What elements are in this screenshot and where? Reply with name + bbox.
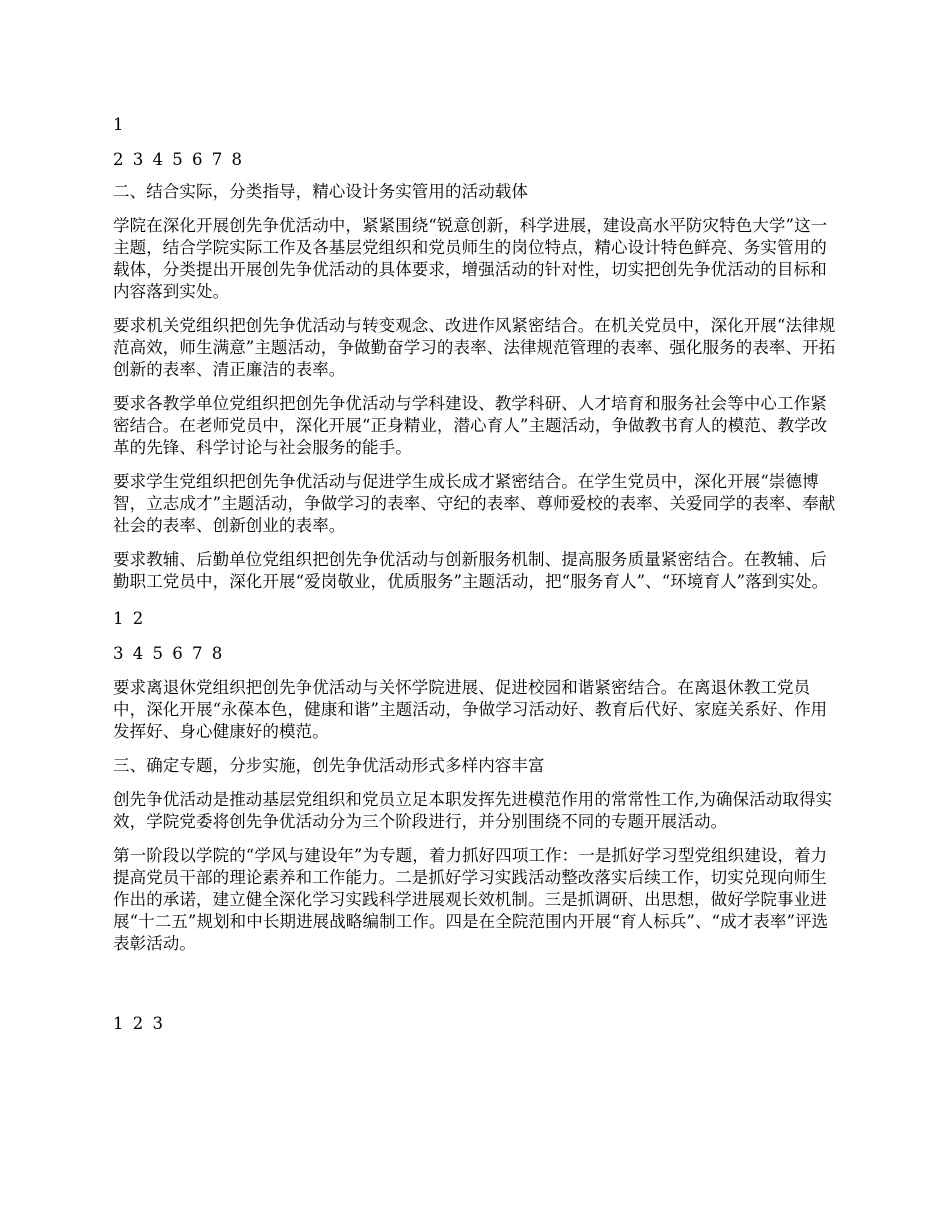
section-heading: 三、确定专题，分步实施，创先争优活动形式多样内容丰富 — [113, 756, 545, 775]
paragraph: 学院在深化开展创先争优活动中，紧紧围绕“锐意创新，科学进展，建设高水平防灾特色大学”这一主题，结合学院实际工作及各基层党组织和党员师生的岗位特点，精心设计特色鲜亮、务实管用的载体，分类提出开展创先争优活动的具体要求，增强活动的针对性，切实把创先争优活动的目标和内容落到实处。 — [113, 216, 828, 301]
page-number-line: 1 — [113, 115, 126, 134]
page-number-line: 1 2 — [113, 609, 146, 628]
page-number-line: 3 4 5 6 7 8 — [113, 644, 225, 663]
section-heading: 二、结合实际，分类指导，精心设计务实管用的活动载体 — [113, 182, 528, 201]
page-number-line: 1 2 3 — [113, 1014, 165, 1033]
paragraph: 要求学生党组织把创先争优活动与促进学生成长成才紧密结合。在学生党员中，深化开展“崇德博智，立志成才”主题活动，争做学习的表率、守纪的表率、尊师爱校的表率、关爱同学的表率、奉献社会的表率、创新创业的表率。 — [113, 472, 836, 535]
paragraph: 要求机关党组织把创先争优活动与转变观念、改进作风紧密结合。在机关党员中，深化开展“法律规范高效，师生满意”主题活动，争做勤奋学习的表率、法律规范管理的表率、强化服务的表率、开拓创新的表率、清正廉洁的表率。 — [113, 316, 836, 379]
paragraph: 创先争优活动是推动基层党组织和党员立足本职发挥先进模范作用的常常性工作,为确保活动取得实效，学院党委将创先争优活动分为三个阶段进行，并分别围绕不同的专题开展活动。 — [113, 790, 833, 831]
paragraph: 第一阶段以学院的“学风与建设年”为专题，着力抓好四项工作：一是抓好学习型党组织建设，着力提高党员干部的理论素养和工作能力。二是抓好学习实践活动整改落实后续工作，切实兑现向师生作出的承诺，建立健全深化学习实践科学进展观长效机制。三是抓调研、出思想，做好学院事业进展“十二五”规划和中长期进展战略编制工作。四是在全院范围内开展“育人标兵”、“成才表率”评选表彰活动。 — [113, 846, 829, 953]
paragraph: 要求离退休党组织把创先争优活动与关怀学院进展、促进校园和谐紧密结合。在离退休教工党员中，深化开展“永葆本色，健康和谐”主题活动，争做学习活动好、教育后代好、家庭关系好、作用发挥好、身心健康好的模范。 — [113, 678, 828, 741]
paragraph: 要求教辅、后勤单位党组织把创先争优活动与创新服务机制、提高服务质量紧密结合。在教辅、后勤职工党员中，深化开展“爱岗敬业，优质服务”主题活动，把“服务育人”、“环境育人”落到实处。 — [113, 550, 829, 591]
paragraph: 要求各教学单位党组织把创先争优活动与学科建设、教学科研、人才培育和服务社会等中心工作紧密结合。在老师党员中，深化开展“正身精业，潜心育人”主题活动，争做教书育人的模范、教学改革的先锋、科学讨论与社会服务的能手。 — [113, 394, 828, 457]
document-page — [113, 114, 841, 1035]
page-number-line: 2 3 4 5 6 7 8 — [113, 150, 244, 169]
